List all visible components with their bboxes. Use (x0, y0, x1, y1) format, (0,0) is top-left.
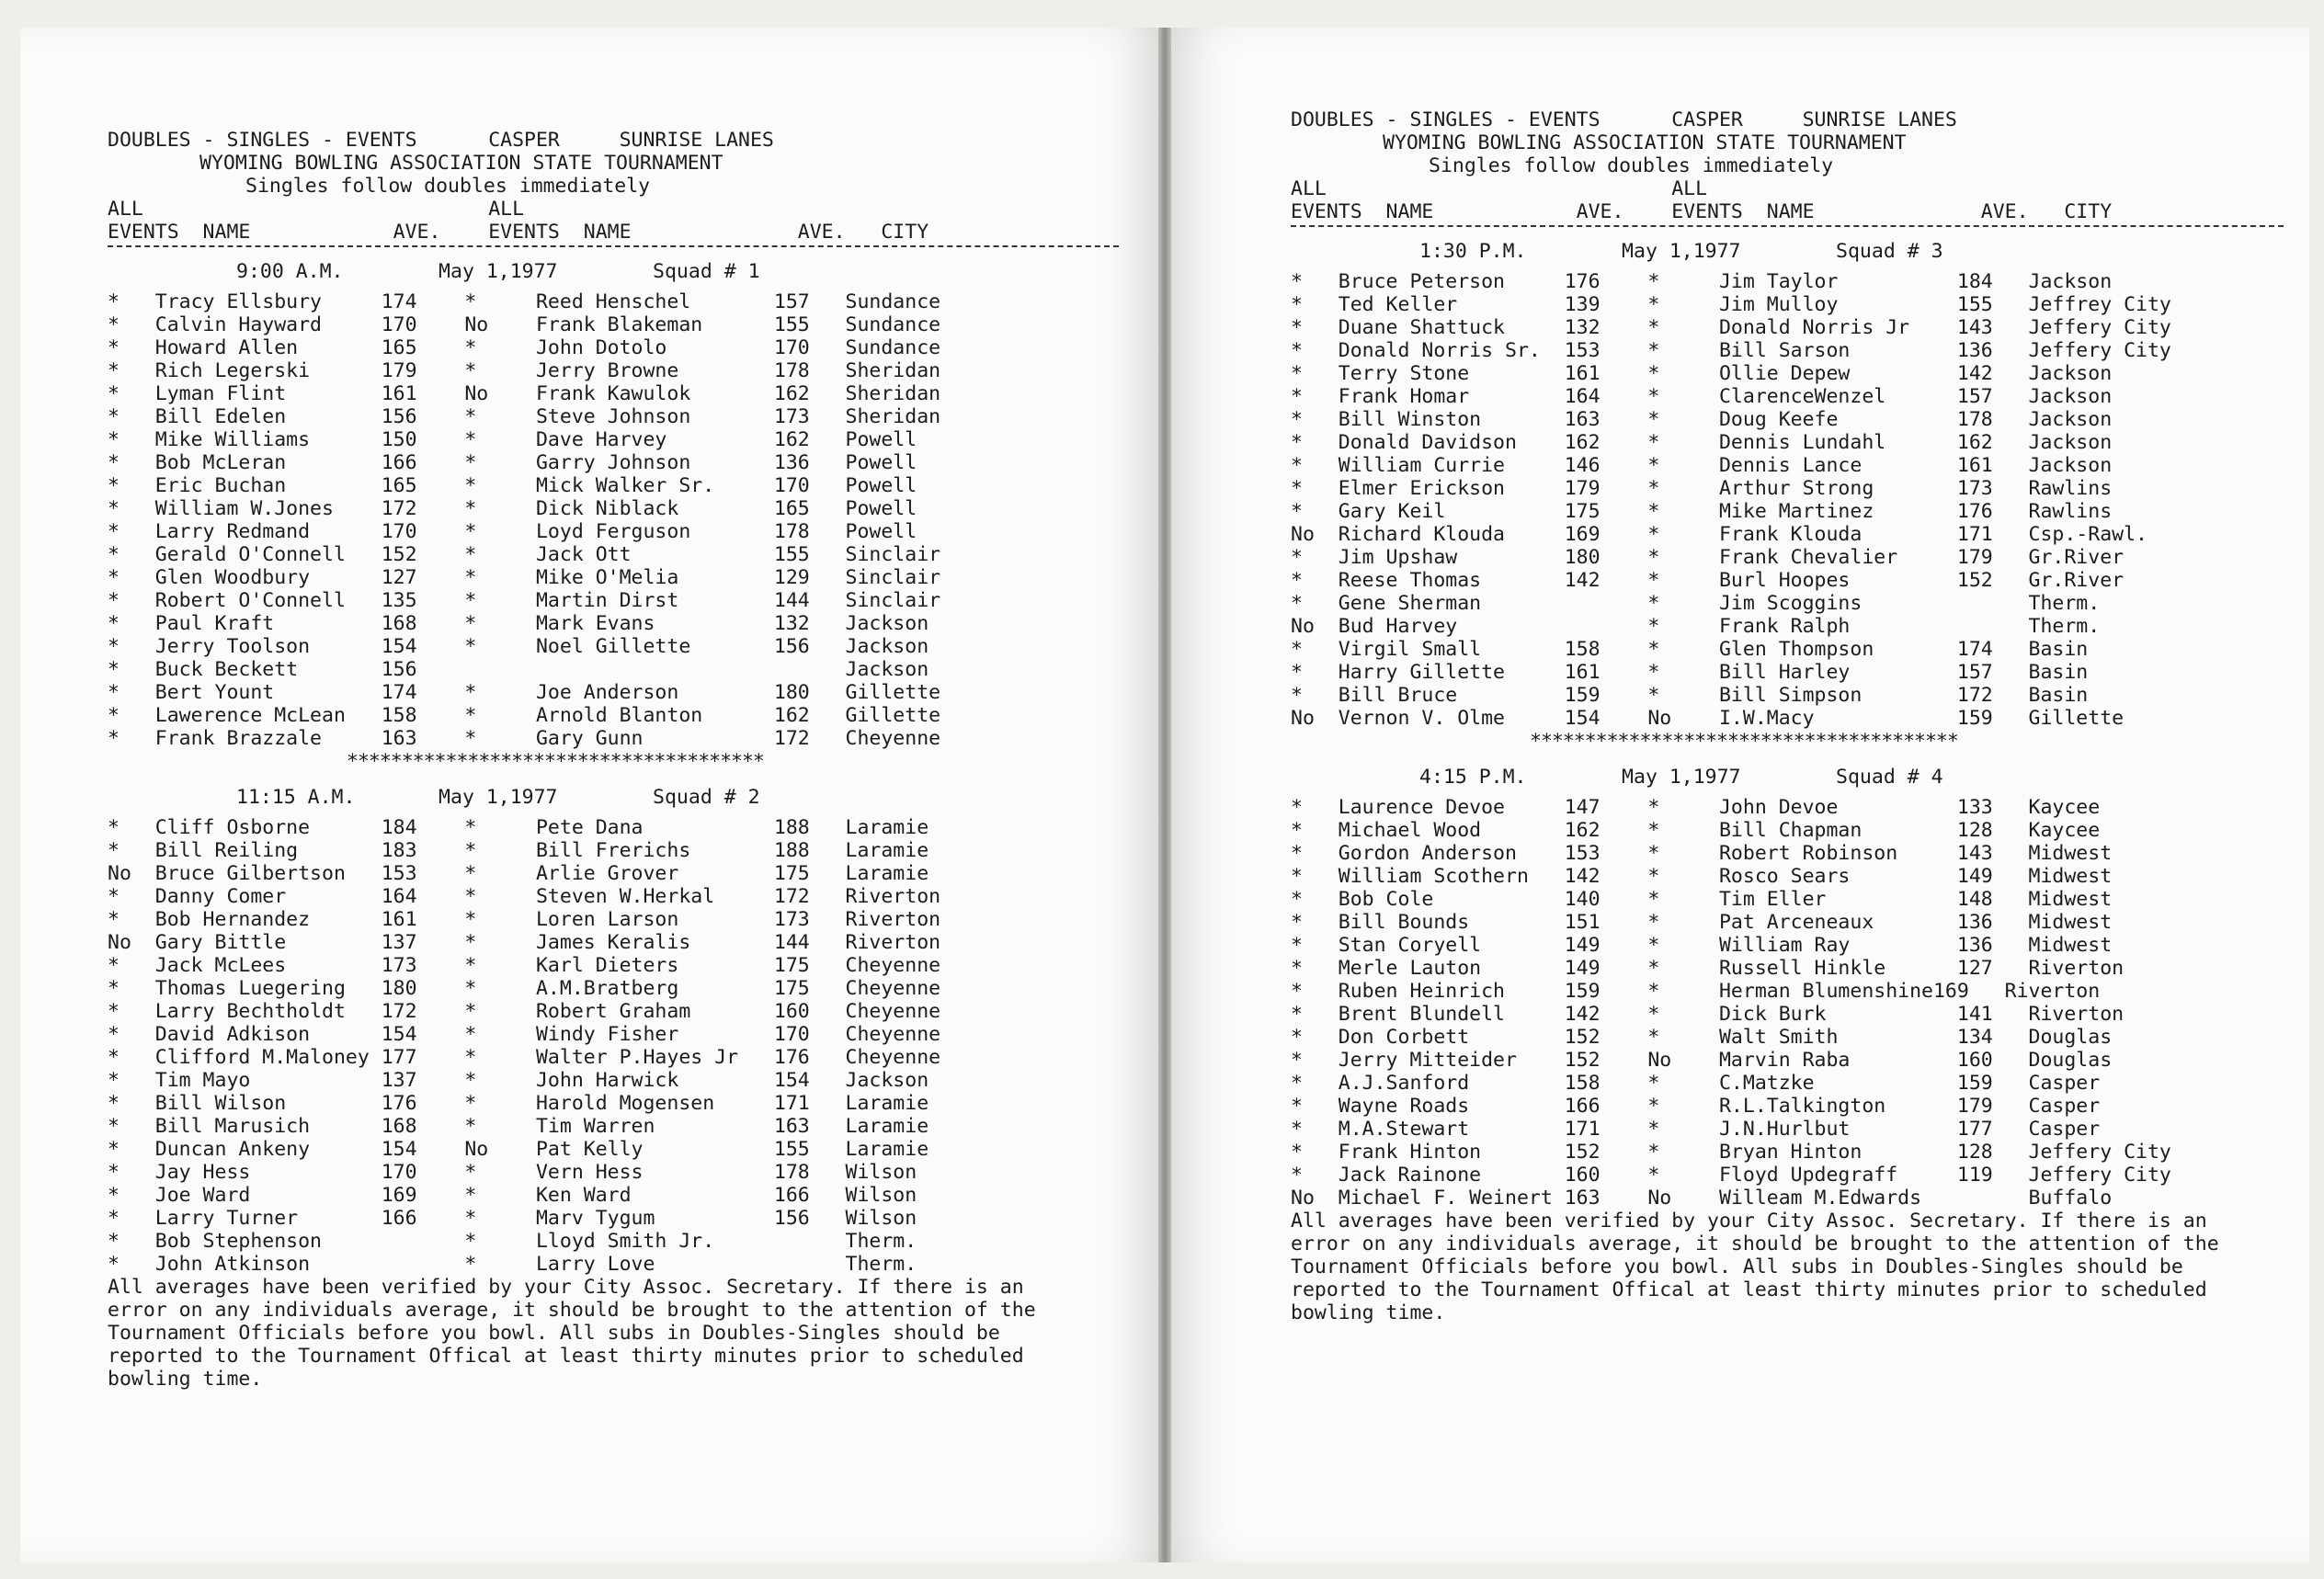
right-page (1171, 28, 2309, 1562)
bowler-row: * Howard Allen 165 * John Dotolo 170 Sundance (108, 336, 941, 359)
bowler-row: No Bruce Gilbertson 153 * Arlie Grover 175 Laramie (108, 862, 929, 885)
bowler-row: * Jack McLees 173 * Karl Dieters 175 Cheyenne (108, 954, 941, 977)
bowler-row: * Bill Reiling 183 * Bill Frerichs 188 Laramie (108, 839, 929, 862)
bowler-row: * Bill Bruce 159 * Bill Simpson 172 Basin (1291, 684, 2089, 707)
bowler-row: * Bert Yount 174 * Joe Anderson 180 Gillette (108, 681, 941, 704)
bowler-row: * Ruben Heinrich 159 * Herman Blumenshine169 Riverton (1291, 980, 2101, 1003)
bowler-row: * Lawerence McLean 158 * Arnold Blanton 162 Gillette (108, 704, 941, 727)
squad-separator: *************************************** (1530, 730, 1958, 753)
bowler-row: * Bill Marusich 168 * Tim Warren 163 Laramie (108, 1115, 929, 1138)
bowler-row: * Jack Rainone 160 * Floyd Updegraff 119 Jeffery City (1291, 1164, 2171, 1187)
bowler-row: * Bill Winston 163 * Doug Keefe 178 Jackson (1291, 408, 2113, 431)
bowler-row: No Gary Bittle 137 * James Keralis 144 Riverton (108, 931, 941, 954)
bowler-row: No Michael F. Weinert 163 No Willeam M.Edwards Buffalo (1291, 1187, 2113, 1210)
bowler-row: * Reese Thomas 142 * Burl Hoopes 152 Gr.River (1291, 569, 2125, 592)
bowler-row: * Frank Hinton 152 * Bryan Hinton 128 Jeffery City (1291, 1141, 2171, 1164)
bowler-row: * Bob McLeran 166 * Garry Johnson 136 Powell (108, 451, 917, 474)
bowler-row: * Terry Stone 161 * Ollie Depew 142 Jackson (1291, 362, 2113, 385)
bowler-row: * Tim Mayo 137 * John Harwick 154 Jackson (108, 1069, 929, 1092)
bowler-row: * Harry Gillette 161 * Bill Harley 157 Basin (1291, 661, 2089, 684)
bowler-row: * Gary Keil 175 * Mike Martinez 176 Rawlins (1291, 500, 2113, 523)
bowler-row: * Frank Homar 164 * ClarenceWenzel 157 Jackson (1291, 385, 2113, 408)
bowler-row: * Jerry Mitteider 152 No Marvin Raba 160 Douglas (1291, 1049, 2113, 1072)
bowler-row: * Wayne Roads 166 * R.L.Talkington 179 Casper (1291, 1095, 2101, 1118)
bowler-row: * Donald Norris Sr. 153 * Bill Sarson 136 Jeffery City (1291, 339, 2171, 362)
bowler-row: * Cliff Osborne 184 * Pete Dana 188 Laramie (108, 816, 929, 839)
averages-note: All averages have been verified by your City Assoc. Secretary. If there is an error on any individuals average, it should be brought to the attention of the Tournament Officials before you bowl. All subs in Doubles-Singles should be reported to the Tournament Offical at least thirty minutes prior to scheduled bowling time. (108, 1276, 1036, 1391)
bowler-row: * Virgil Small 158 * Glen Thompson 174 Basin (1291, 638, 2089, 661)
left-page (20, 28, 1158, 1562)
squad-title: 1:30 P.M. May 1,1977 Squad # 3 (1419, 240, 1943, 263)
bowler-row: * Jim Upshaw 180 * Frank Chevalier 179 Gr.River (1291, 546, 2125, 569)
bowler-row: * Gene Sherman * Jim Scoggins Therm. (1291, 592, 2101, 615)
squad-title: 9:00 A.M. May 1,1977 Squad # 1 (236, 260, 760, 283)
bowler-row: No Bud Harvey * Frank Ralph Therm. (1291, 615, 2101, 638)
bowler-row: * Larry Redmand 170 * Loyd Ferguson 178 Powell (108, 520, 917, 543)
bowler-row: * Donald Davidson 162 * Dennis Lundahl 162 Jackson (1291, 431, 2113, 454)
bowler-row: * Glen Woodbury 127 * Mike O'Melia 129 Sinclair (108, 566, 941, 589)
bowler-row: * Jay Hess 170 * Vern Hess 178 Wilson (108, 1161, 917, 1184)
bowler-row: * Jerry Toolson 154 * Noel Gillette 156 Jackson (108, 635, 929, 658)
squad-title: 11:15 A.M. May 1,1977 Squad # 2 (236, 786, 760, 809)
header-association-line: WYOMING BOWLING ASSOCIATION STATE TOURNAMENT (199, 152, 723, 175)
column-header-row: EVENTS NAME AVE. EVENTS NAME AVE. CITY (108, 221, 1119, 247)
bowler-row: * Thomas Luegering 180 * A.M.Bratberg 175 Cheyenne (108, 977, 941, 1000)
bowler-row: * Tracy Ellsbury 174 * Reed Henschel 157 Sundance (108, 290, 941, 313)
booklet (20, 28, 2309, 1562)
booklet-spine (1158, 28, 1171, 1562)
bowler-row: No Vernon V. Olme 154 No I.W.Macy 159 Gillette (1291, 707, 2125, 730)
bowler-row: * William Currie 146 * Dennis Lance 161 Jackson (1291, 454, 2113, 477)
bowler-row: * Duncan Ankeny 154 No Pat Kelly 155 Laramie (108, 1138, 929, 1161)
bowler-row: * William Scothern 142 * Rosco Sears 149 Midwest (1291, 865, 2113, 888)
bowler-row: * Paul Kraft 168 * Mark Evans 132 Jackson (108, 612, 929, 635)
bowler-row: * Bruce Peterson 176 * Jim Taylor 184 Jackson (1291, 270, 2113, 293)
averages-note: All averages have been verified by your City Assoc. Secretary. If there is an error on any individuals average, it should be brought to the attention of the Tournament Officials before you bowl. All subs in Doubles-Singles should be reported to the Tournament Offical at least thirty minutes prior to scheduled bowling time. (1291, 1210, 2219, 1324)
squad-separator: ************************************** (347, 750, 764, 773)
bowler-row: * John Atkinson * Larry Love Therm. (108, 1253, 917, 1276)
bowler-row: * Danny Comer 164 * Steven W.Herkal 172 Riverton (108, 885, 941, 908)
bowler-row: * Bob Cole 140 * Tim Eller 148 Midwest (1291, 888, 2113, 911)
bowler-row: * Joe Ward 169 * Ken Ward 166 Wilson (108, 1184, 917, 1207)
squad-title: 4:15 P.M. May 1,1977 Squad # 4 (1419, 766, 1943, 789)
bowler-row: * Bob Stephenson * Lloyd Smith Jr. Therm. (108, 1230, 917, 1253)
bowler-row: * Lyman Flint 161 No Frank Kawulok 162 Sheridan (108, 382, 941, 405)
bowler-row: * David Adkison 154 * Windy Fisher 170 Cheyenne (108, 1023, 941, 1046)
header-association-line: WYOMING BOWLING ASSOCIATION STATE TOURNAMENT (1383, 131, 1907, 154)
bowler-row: * Duane Shattuck 132 * Donald Norris Jr 143 Jeffery City (1291, 316, 2171, 339)
bowler-row: * Larry Bechtholdt 172 * Robert Graham 160 Cheyenne (108, 1000, 941, 1023)
bowler-row: * Buck Beckett 156 Jackson (108, 658, 929, 681)
bowler-row: * Stan Coryell 149 * William Ray 136 Midwest (1291, 934, 2113, 957)
bowler-row: * Calvin Hayward 170 No Frank Blakeman 155 Sundance (108, 313, 941, 336)
bowler-row: * Merle Lauton 149 * Russell Hinkle 127 Riverton (1291, 957, 2125, 980)
header-note-line: Singles follow doubles immediately (245, 175, 651, 198)
left-page-content (108, 129, 1119, 1391)
bowler-row: * Eric Buchan 165 * Mick Walker Sr. 170 Powell (108, 474, 917, 497)
bowler-row: * Bob Hernandez 161 * Loren Larson 173 Riverton (108, 908, 941, 931)
bowler-row: * Elmer Erickson 179 * Arthur Strong 173 Rawlins (1291, 477, 2113, 500)
bowler-row: * Mike Williams 150 * Dave Harvey 162 Powell (108, 428, 917, 451)
right-page-content (1291, 108, 2284, 1324)
column-header-all: ALL ALL (108, 198, 525, 221)
bowler-row: * Don Corbett 152 * Walt Smith 134 Douglas (1291, 1026, 2113, 1049)
bowler-row: * Gerald O'Connell 152 * Jack Ott 155 Sinclair (108, 543, 941, 566)
header-note-line: Singles follow doubles immediately (1429, 154, 1834, 177)
bowler-row: * Rich Legerski 179 * Jerry Browne 178 Sheridan (108, 359, 941, 382)
bowler-row: * Larry Turner 166 * Marv Tygum 156 Wilson (108, 1207, 917, 1230)
bowler-row: * Bill Bounds 151 * Pat Arceneaux 136 Midwest (1291, 911, 2113, 934)
bowler-row: * Bill Edelen 156 * Steve Johnson 173 Sheridan (108, 405, 941, 428)
bowler-row: * Bill Wilson 176 * Harold Mogensen 171 Laramie (108, 1092, 929, 1115)
bowler-row: * Michael Wood 162 * Bill Chapman 128 Kaycee (1291, 819, 2101, 842)
bowler-row: * A.J.Sanford 158 * C.Matzke 159 Casper (1291, 1072, 2101, 1095)
header-title-line: DOUBLES - SINGLES - EVENTS CASPER SUNRISE LANES (1291, 108, 1957, 131)
bowler-row: * Clifford M.Maloney 177 * Walter P.Hayes Jr 176 Cheyenne (108, 1046, 941, 1069)
bowler-row: * Ted Keller 139 * Jim Mulloy 155 Jeffrey City (1291, 293, 2171, 316)
bowler-row: * William W.Jones 172 * Dick Niblack 165 Powell (108, 497, 917, 520)
bowler-row: * Gordon Anderson 153 * Robert Robinson 143 Midwest (1291, 842, 2113, 865)
header-title-line: DOUBLES - SINGLES - EVENTS CASPER SUNRISE LANES (108, 129, 774, 152)
column-header-all: ALL ALL (1291, 177, 1708, 200)
bowler-row: * Robert O'Connell 135 * Martin Dirst 144 Sinclair (108, 589, 941, 612)
bowler-row: No Richard Klouda 169 * Frank Klouda 171 Csp.-Rawl. (1291, 523, 2147, 546)
bowler-row: * Laurence Devoe 147 * John Devoe 133 Kaycee (1291, 796, 2101, 819)
bowler-row: * Frank Brazzale 163 * Gary Gunn 172 Cheyenne (108, 727, 941, 750)
bowler-row: * M.A.Stewart 171 * J.N.Hurlbut 177 Casper (1291, 1118, 2101, 1141)
bowler-row: * Brent Blundell 142 * Dick Burk 141 Riverton (1291, 1003, 2125, 1026)
column-header-row: EVENTS NAME AVE. EVENTS NAME AVE. CITY (1291, 200, 2284, 227)
